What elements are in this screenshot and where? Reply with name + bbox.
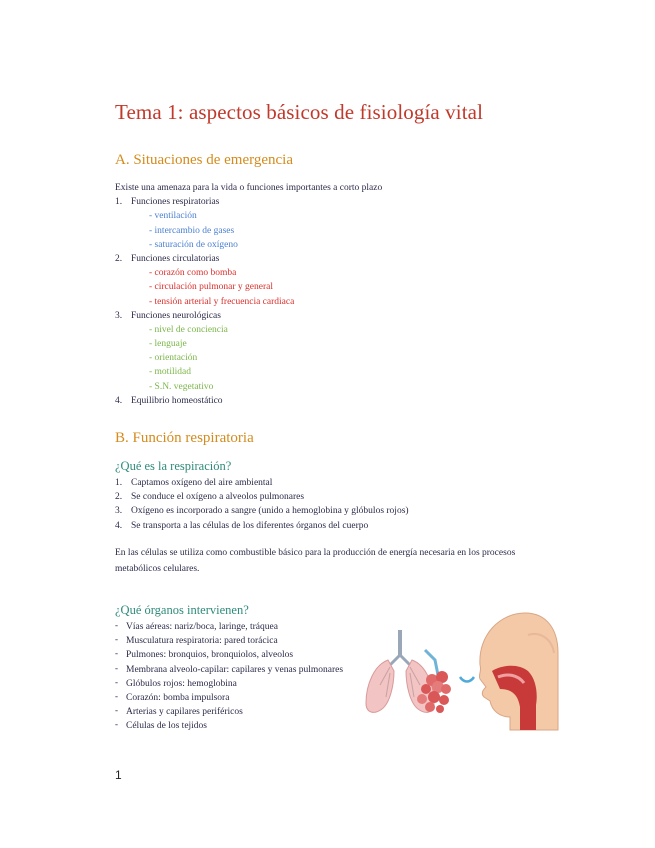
list-item: 2. Funciones circulatorias (115, 253, 220, 264)
section-a-list (115, 181, 382, 408)
respiration-question-heading: ¿Qué es la respiración? (115, 459, 232, 473)
respiration-paragraph: En las células se utiliza como combustible básico para la producción de energía necesaria en los procesos metabólicos celulares. (115, 548, 516, 574)
list-item: - Musculatura respiratoria: pared torácica (115, 634, 278, 647)
respiration-steps (115, 476, 409, 533)
section-a-intro: Existe una amenaza para la vida o funciones importantes a corto plazo (115, 183, 383, 193)
list-item: - Pulmones: bronquios, bronquiolos, alveolos (115, 648, 294, 661)
list-item: - Vías aéreas: nariz/boca, laringe, tráquea (115, 620, 278, 632)
organs-list (115, 620, 345, 734)
list-subitem: - circulación pulmonar y general (149, 282, 273, 293)
list-item: - Corazón: bomba impulsora (115, 691, 230, 704)
list-item: - Células de los tejidos (115, 719, 208, 732)
page-title: Tema 1: aspectos básicos de fisiología vital (115, 100, 484, 124)
list-item: 1. Funciones respiratorias (115, 197, 220, 208)
list-subitem: - intercambio de gases (149, 225, 235, 236)
list-item: 2. Se conduce el oxígeno a alveolos pulmonares (115, 492, 305, 503)
list-subitem: - motilidad (149, 367, 191, 378)
list-item: - Arterias y capilares periféricos (115, 705, 243, 718)
respiratory-anatomy-illustration (360, 605, 560, 735)
section-b-heading: B. Función respiratoria (115, 430, 254, 446)
list-item: 4. Equilibrio homeostático (115, 395, 223, 406)
head-section-icon (479, 613, 558, 730)
list-item: 3. Funciones neurológicas (115, 310, 221, 321)
list-subitem: - tensión arterial y frecuencia cardiaca (149, 296, 295, 307)
list-subitem: - nivel de conciencia (149, 324, 228, 335)
list-subitem: - corazón como bomba (149, 268, 237, 279)
list-subitem: - ventilación (149, 211, 197, 222)
list-subitem: - orientación (149, 353, 198, 364)
page-number: 1 (115, 768, 122, 782)
list-subitem: - lenguaje (149, 339, 187, 350)
airflow-arrow-icon (460, 677, 474, 682)
list-item: 4. Se transporta a las células de los diferentes órganos del cuerpo (115, 520, 369, 531)
list-item: 1. Captamos oxígeno del aire ambiental (115, 478, 273, 488)
list-item: - Membrana alveolo-capilar: capilares y venas pulmonares (115, 662, 344, 675)
list-item: 3. Oxígeno es incorporado a sangre (unido a hemoglobina y glóbulos rojos) (115, 506, 409, 517)
organs-question-heading: ¿Qué órganos intervienen? (115, 603, 249, 617)
list-subitem: - S.N. vegetativo (149, 381, 214, 392)
list-item: - Glóbulos rojos: hemoglobina (115, 676, 237, 689)
list-subitem: - saturación de oxígeno (149, 239, 238, 250)
section-a-heading: A. Situaciones de emergencia (115, 152, 293, 168)
